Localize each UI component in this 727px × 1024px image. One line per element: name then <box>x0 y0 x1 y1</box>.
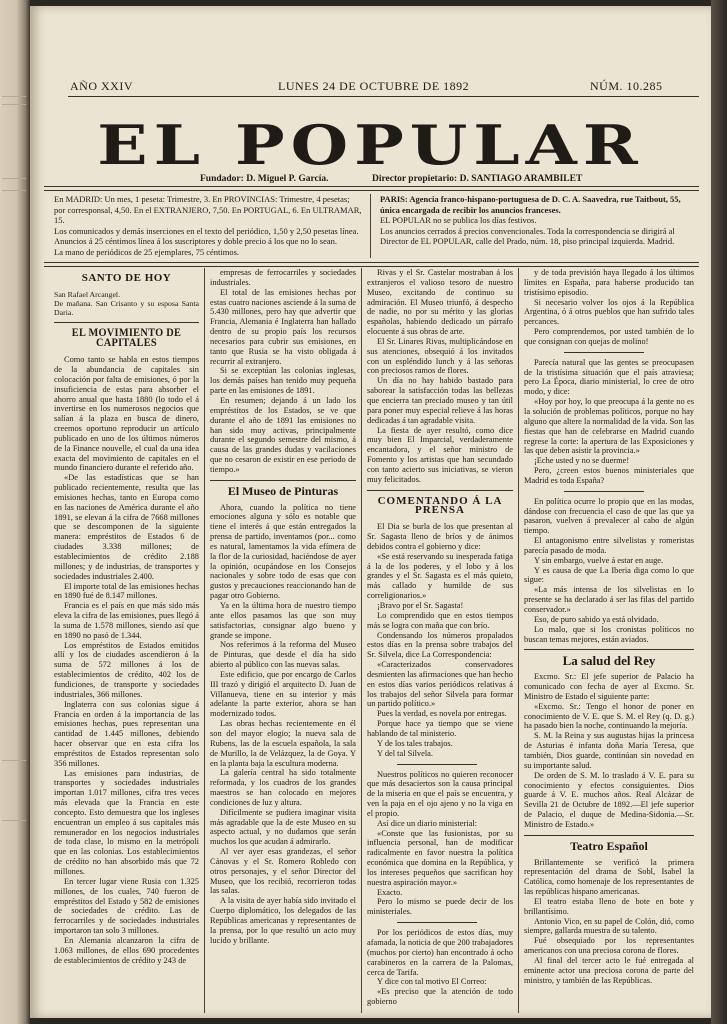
article-paragraph: A la visita de ayer había sido invitado el Cuerpo diplomático, los delegados de las Repúblicas americanas y representantes de la prensa, por lo que resultó un acto muy lucido y brillante. <box>210 896 356 945</box>
comentando-heading: COMENTANDO Á LA PRENSA <box>377 494 503 517</box>
column-divider-2 <box>361 268 362 1013</box>
article-paragraph: Nos referimos á la reforma del Museo de Pinturas, que desde el día ha sido abierto al público con las nuevas salas. <box>210 640 356 670</box>
masthead-title: EL POPULAR <box>97 113 644 177</box>
article-paragraph: «La más intensa de los silvelistas en lo presente se ha declarado á ser las filas del partido conservador.» <box>524 585 694 614</box>
article-paragraph: ¡Eche usted y no se duerme! <box>534 456 630 466</box>
article-paragraph: ¡Bravo por el Sr. Sagasta! <box>377 601 464 610</box>
column-divider-1 <box>204 268 205 1013</box>
article-paragraph: Pero comprendemos, por usted también de lo que consignan con quejas de molino! <box>524 327 694 346</box>
bundle-price: La mano de periódicos de 25 ejemplares, 75 céntimos. <box>54 246 240 257</box>
agency-box <box>380 194 698 247</box>
article-paragraph: Un día no hay habido bastado para saborear la satisfacción todas las bellezas que encierra tan preciado museo y tan útil para poner muy especial relieve á las horas dedicadas á tan agradable visita. <box>367 376 513 425</box>
article-paragraph: Antonio Vico, en su papel de Colón, dió, como siempre, gallarda muestra de su talento. <box>524 916 694 936</box>
article-paragraph: «Se está reservando su inesperada fatiga á la de los poderes, y el lobo y á los grandes y el Sr. Sagasta es el más quieto, más callado y humilde de sus correligionarios.» <box>367 551 513 601</box>
article-paragraph: Pues la verdad, es novela por entregas. <box>377 709 507 719</box>
teatro-heading: Teatro Español <box>570 838 648 853</box>
column-divider-3 <box>518 268 519 1013</box>
article-paragraph: y de toda previsión haya llegado á los últimos límites en España, para haberse producido tan tristísimo episodio. <box>524 268 694 297</box>
article-paragraph: En Alemania alcanzaron la cifra de 1.063 millones, de ellos 690 procedentes de establecimientos de crédito y 243 de <box>54 935 199 965</box>
article-paragraph: Nuestros políticos no quieren reconocer que más desaciertos son la causa principal de la miseria en que el país se encuentra, y ven la paja en el ojo ajeno y no la viga en el propio. <box>367 769 513 818</box>
article-paragraph: El teatro estaba lleno de bote en bote y brillantísimo. <box>524 896 694 916</box>
article-paragraph: En resumen; dejando á un lado los empréstitos de los Estados, se ve que durante el año de 1891 las emisiones no han sido muy activas, principalmente durante el segundo semestre del mismo, á causa de las grandes dudas y vacilaciones que no cesaron de existir en ese periodo de tiempo.» <box>210 395 356 474</box>
museo-heading: El Museo de Pinturas <box>227 483 339 498</box>
article-paragraph: Como tanto se habla en estos tiempos de la abundancia de capitales sin colocación por falta de emisiones, ó por la insuficiencia de estas para absorber el ahorro anual que hasta 1880 (lo todo el á invertirse en los numerosos negocios que salían á la plaza en busca de dinero, creemos oportuno reproducir un artículo publicado en uno de los últimos números de la Finance nouvelle, el cual da una idea exacta del movimiento de capitales en el mundo financiero durante el referido año. <box>54 355 199 473</box>
article-paragraph: Francia es el país en que más sido más eleva la cifra de las emisiones, pues llegó á la suma de 1.578 millones, siendo así que en 1890 no pasó de 1.344. <box>54 601 199 640</box>
article-paragraph: «Excmo. Sr.: Tengo el honor de poner en conocimiento de V. E. que S. M. el Rey (q. D. g.) ha pasado bien la noche, continuando la mejoría. <box>524 701 694 731</box>
correspondence-note: Los anuncios cerrados á precios convencionales. Toda la correspondencia se dirigirá al Director de EL POPULAR, calle del Prado, núm. 18, piso principal izquierda. Madrid. <box>380 225 675 246</box>
article-paragraph: Brillantemente se verificó la primera representación del drama de Sobl, Isabel la Católica, como homenaje de los representantes de las repúblicas hispano americanas. <box>524 857 694 897</box>
article-paragraph: En política ocurre lo propio que en las modas, dándose con frecuencia el caso de que las que ya pasaron, vuelven á prevalecer al cabo de algún tiempo. <box>524 496 694 536</box>
article-paragraph: El Dia se burla de los que presentan al Sr. Sagasta lleno de bríos y de ánimos debidos contra el gobierno y dice: <box>367 522 513 551</box>
article-paragraph: «Hoy por hoy, lo que preocupa á la gente no es la solución de problemas políticos, porque no hay alguno que altere la normalidad de la vida. Son las fiestas que han de celebrarse en Madrid cuando regrese la corte: la apertura de las Exposiciones y las que deben asistir la provincia.» <box>524 397 694 456</box>
article-paragraph: Pero, ¿creen estos buenos ministeriales que Madrid es toda España? <box>524 466 694 485</box>
article-paragraph: Condensando los números propalados estos días en la prensa sobre trabajos del Sr. Silvela, dice La Correspondencia: <box>367 630 513 660</box>
article-paragraph: Lo comprendido que en estos tiempos más se logra con maña que con brío. <box>367 610 513 630</box>
column-3 <box>367 268 513 1014</box>
article-paragraph: Inglaterra con sus colonias sigue á Francia en orden á la importancia de las emisiones hechas, pues representan una cantidad de 1.445 millones, debiendo hacer observar que en esta cifra los empréstitos de Estados representan solo 356 millones. <box>54 699 199 768</box>
agency-paris: PARIS: Agencia franco-hispano-portuguesa de D. C. A. Saavedra, rue Taitbout, 55, única encargada de recibir los anuncios franceses. <box>380 194 681 215</box>
subscriptions-box <box>54 194 362 257</box>
info-divider <box>370 194 371 258</box>
column-2 <box>210 268 356 1014</box>
issue-number: NÚM. 10.285 <box>590 79 663 93</box>
article-paragraph: Y sin embargo, vuelve á estar en auge. <box>534 555 664 565</box>
article-paragraph: Los empréstitos de Estados emitidos allí y los de ciudades ascendieron á la suma de 572 millones á los de establecimientos de crédito, 402 los de fundiciones, de transporte y sociedades industriales, 366 millones. <box>54 640 199 699</box>
article-paragraph: Al ver ayer esas grandezas, el señor Cánovas y el Sr. Romero Robledo con otros personajes, y el señor Director del Museo, que los recibió, recorrieron todas las salas. <box>210 847 356 896</box>
article-paragraph: La galería central ha sido totalmente reformada, y los cuadros de los grandes maestros se han colocado en mejores condiciones de luz y altura. <box>210 768 356 807</box>
article-paragraph: En tercer lugar viene Rusia con 1.325 millones, de los cuales, 740 fueron de empréstitos del Estado y 582 de emisiones de sociedades de crédito. Las de ferrocarriles y de sociedades industriales importaron tan solo 3 millones. <box>54 876 199 936</box>
insertion-prices: Los comunicados y demás inserciones en el texto del periódico, 1,50 y 2,50 pesetas línea. Anuncios á 25 céntimos línea á los suscriptores y doble precio á los que no lo sean. <box>54 225 359 246</box>
article-paragraph: Pero lo mismo se puede decir de los ministeriales. <box>367 897 513 917</box>
article-paragraph: Porque hace ya tiempo que se viene hablando de tal ministerio. <box>367 719 513 738</box>
rule-info <box>44 262 699 267</box>
article-paragraph: De orden de S. M. lo traslado á V. E. para su conocimiento y efectos consiguientes. Dios guarde á V. E. muchos años. Real Alcázar de Sevilla 21 de Octubre de 1892.—El jefe superior de Palacio, el duque de Medina-Sidonia.—Sr. Ministro de Estado.» <box>524 770 694 829</box>
article-paragraph: Por los periódicos de estos días, muy afamada, la noticia de que 200 trabajadores (muchos por cierto) han encontrado á ocho carabineros en la carrera de la Palomas, cerca de Tarifa. <box>367 928 513 977</box>
director-line: Director propietario: D. SANTIAGO ARAMBILET <box>372 174 583 184</box>
santo-heading: SANTO DE HOY <box>81 272 172 284</box>
issue-date: LUNES 24 DE OCTUBRE DE 1892 <box>278 79 470 93</box>
santo-line-1: San Rafael Arcangel. <box>54 289 121 299</box>
page-edge-shadow <box>711 0 727 1024</box>
salud-rey-heading: La salud del Rey <box>562 653 656 669</box>
article-paragraph: Rivas y el Sr. Castelar mostraban á los extranjeros el valioso tesoro de nuestro Museo, excitando de continuo su admiración. El Museo triunfó, á despecho de nadie, no por su mérito y las glorias españolas, habiendo dedicado un párrafo elocuente á sus obras de arte. <box>367 268 513 337</box>
column-4 <box>524 268 694 1014</box>
subscription-prices: En MADRID: Un mes, 1 peseta: Trimestre, 3. En PROVINCIAS: Trimestre, 4 pesetas; por corresponsal, 4,50. En el EXTRANJERO, 7,50. En PORTUGAL, 6. En ULTRAMAR, 15. <box>54 194 362 225</box>
article-paragraph: Si necesario volver los ojos á la República Argentina, ó á otros pueblos que han sufrido tales percances. <box>524 297 694 327</box>
article-paragraph: Y es causa de que La Iberia diga como lo que sigue: <box>524 565 694 585</box>
article-paragraph: La fiesta de ayer resultó, como dice muy bien El Imparcial, verdaderamente encantadora, y el señor ministro de Fomento y los artistas que han secundado con tanto acierto sus iniciativas, se vieron muy felicitados. <box>367 425 513 484</box>
no-holidays-note: EL POPULAR no se publica los días festivos. <box>380 215 537 225</box>
article-paragraph: Este edificio, que por encargo de Carlos III trazó y dirigió el arquitecto D. Juan de Villanueva, tiene en su interior y más adelante la parte exterior, ahora se han modernizado todos. <box>210 669 356 719</box>
newspaper-page <box>30 6 711 1018</box>
article-paragraph: El Sr. Linares Rivas, multiplicándose en sus atenciones, obsequió á los invitados con un espléndido lunch y á las señoras con preciosos ramos de flores. <box>367 336 513 376</box>
article-paragraph: Difícilmente se pudiera imaginar visita más agradable que la de este Museo en su aspecto actual, y no dudamos que serán muchos los que acudan á admirarlo. <box>210 807 356 847</box>
article-paragraph: El antagonismo entre silvelistas y romeristas parecía pasado de moda. <box>524 536 694 555</box>
article-paragraph: Al final del tercer acto le fué entregada al eminente actor una preciosa corona de parte del ministro, y también de las Repúblicas. <box>524 956 694 985</box>
article-paragraph: Si se exceptúan las colonias inglesas, los demás países han tenido muy pequeña parte en las emisiones de 1891. <box>210 366 356 396</box>
article-paragraph: El importe total de las emisiones hechas en 1890 fué de 8.147 millones. <box>54 581 199 601</box>
article-paragraph: El total de las emisiones hechas por estas cuatro naciones asciende á la suma de 5.430 millones, pero hay que advertir que Francia, Alemania é Inglaterra han hallado dentro de su propio país los recursos necesarios para cubrir sus emisiones, en tanto que Rusia se ha visto obligada á recurrir al extranjero. <box>210 287 356 366</box>
article-paragraph: Y de los tales trabajos. <box>377 738 453 748</box>
article-paragraph: «De las estadísticas que se han publicado recientemente, resulta que las emisiones hechas, tanto en Europa como en las naciones de América durante el año 1891, se elevan á la cifra de 7668 millones que se descomponen de la siguiente manera: empréstitos de Estados 6 de ciudades 3.338 millones; de establecimientos de crédito 2.188 millones; y de industrias, de transportes y sociedades industriales 2.400. <box>54 473 199 581</box>
article-paragraph: Ahora, cuando la política no tiene emociones alguna y sólo es notable que tiene el interés á que están entregados la prensa de partido, inventamos (por... como es natural, lamentamos la vida efímera de la flor de la curiosidad, haciéndose de ayer la opinión, ocupándose en los Consejos nacionales y sobre todo de esas que con gustos y precauciones reaccionando han de pagar otro Gobierno. <box>210 502 356 601</box>
rule-masthead <box>44 186 699 191</box>
article-paragraph: Las emisiones para industrias, de transportes y sociedades industriales importan 1.017 millones, cifra tres veces más elevada que la Francia en este concepto. Esto demuestra que los ingleses encuentran un empleo á sus capitales más remunerador en los negocios industriales de toda clase, lo mismo en la metrópoli que en las colonias. Los establecimientos de crédito no han absorbido más que 72 millones. <box>54 768 199 877</box>
rule-top <box>68 96 699 97</box>
founder-line: Fundador: D. Miguel P. García. <box>200 174 329 184</box>
santo-line-2: De mañana. San Crisanto y su esposa Santa Daria. <box>54 299 199 318</box>
article-paragraph: Exacto. <box>377 887 403 897</box>
article-paragraph: Lo malo, que si los cronistas políticos no buscan temas mejores, están aviados. <box>524 624 694 644</box>
article-paragraph: Ya en la última hora de nuestro tiempo ante ellos pasamos las que son muy satisfactorias, consignar algo bueno y grande se impone. <box>210 601 356 640</box>
article-paragraph: «Caracterizados conservadores desmienten las afirmaciones que han hecho en estos días varios periódicos relativas á los trabajos del señor Silvela para formar un partido político.» <box>367 660 513 709</box>
movimiento-heading: EL MOVIMIENTO DE CAPITALES <box>71 327 182 350</box>
article-paragraph: Así dice un diario ministerial: <box>377 818 478 828</box>
article-paragraph: Fué obsequiado por los representantes americanos con una preciosa corona de flores. <box>524 936 694 956</box>
article-paragraph: S. M. la Reina y sus augustas hijas la princesa de Asturias é infanta doña María Teresa, que también, Dios guarde, continúan sin novedad en su importante salud. <box>524 731 694 770</box>
book-spine <box>0 0 30 1024</box>
article-paragraph: «Conste que las fusionistas, por su influencia personal, han de modificar radicalmente en favor nuestra la política económica que domina en la República, y los intereses pequeños que sacrifican hoy nuestra aspiración mayor.» <box>367 828 513 887</box>
article-paragraph: Las obras hechas recientemente en él son del mayor elogio; la nueva sala de Rubens, las de la escuela española, la sala de Murillo, la de Velázquez, la de Goya. Y en la planta baja la escultura moderna. <box>210 719 356 768</box>
article-paragraph: empresas de ferrocarriles y sociedades industriales. <box>210 268 356 287</box>
article-paragraph: Y del tal Silvela. <box>377 748 433 758</box>
article-paragraph: Parecía natural que las gentes se preocupasen de la tristísima situación que el país atraviesa; pero La Época, diario ministerial, lo cree de otro modo, y dice: <box>524 357 694 397</box>
article-paragraph: Excmo. Sr.: El jefe superior de Palacio ha comunicado con fecha de ayer al Excmo. Sr. Ministro de Estado el siguiente parte: <box>524 672 694 701</box>
article-paragraph: «Es preciso que la atención de todo gobierno <box>367 987 513 1007</box>
article-paragraph: Y dice con tal motivo El Correo: <box>377 977 487 987</box>
issue-year: AÑO XXIV <box>70 79 133 93</box>
column-1 <box>54 268 199 1014</box>
article-paragraph: Eso, de puro sabido ya está olvidado. <box>534 614 659 624</box>
